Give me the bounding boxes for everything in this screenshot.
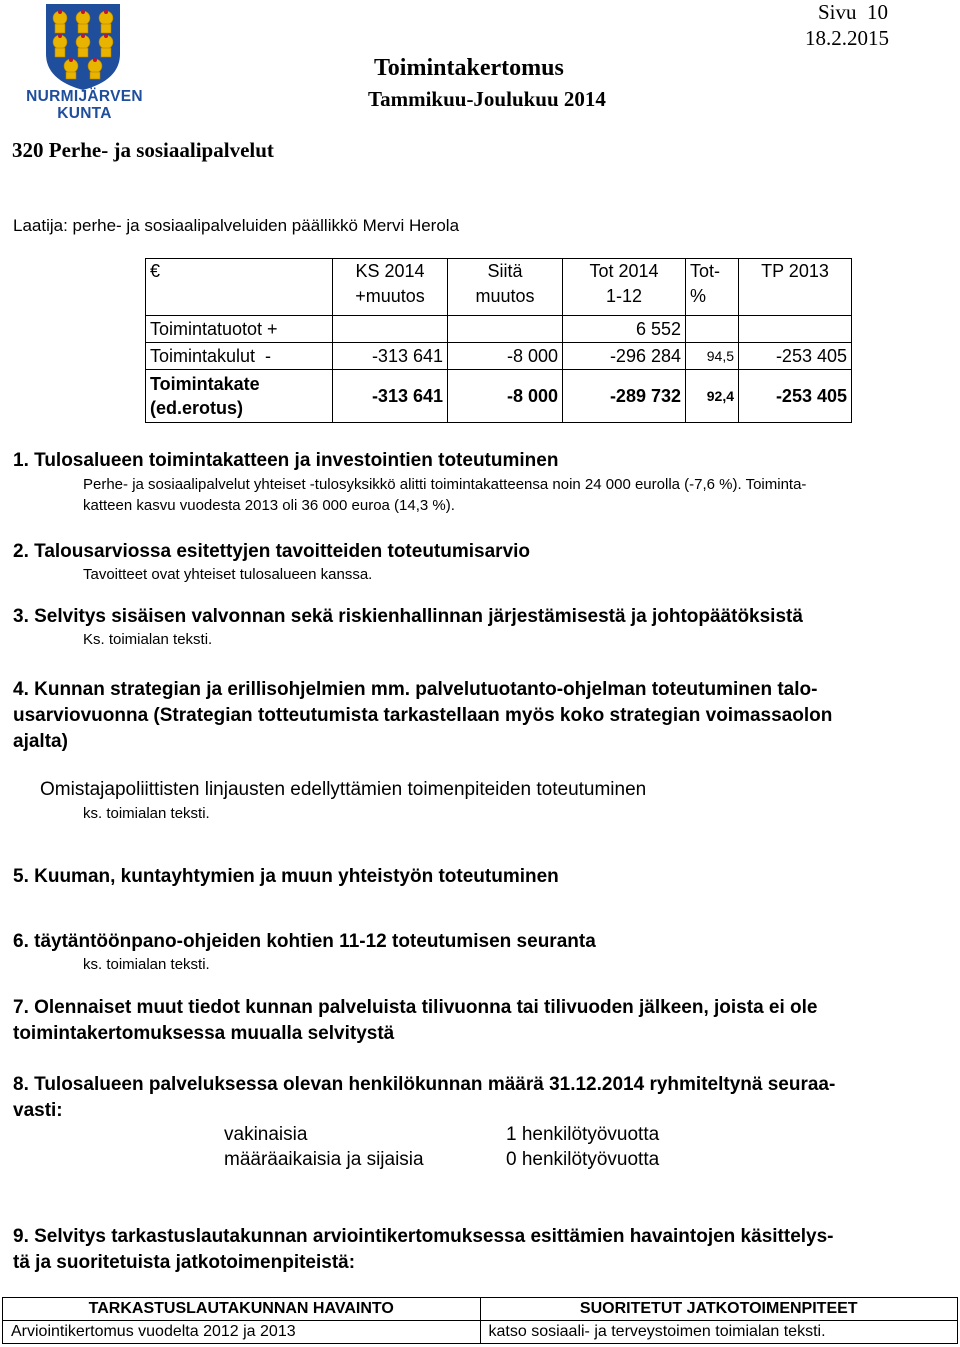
section-6-text: ks. toimialan teksti. <box>83 956 210 973</box>
logo-text-line2: KUNTA <box>57 105 112 122</box>
section-5-heading: 5. Kuuman, kuntayhtymien ja muun yhteistyön toteutuminen <box>13 866 559 887</box>
header-tp: TP 2013 <box>739 259 852 316</box>
section-7-heading-2: toimintakertomuksessa muualla selvitystä <box>13 1023 395 1044</box>
financial-table <box>145 258 852 423</box>
currency-cell <box>146 259 333 316</box>
section-8-heading-1: 8. Tulosalueen palveluksessa olevan henkilökunnan määrä 31.12.2014 ryhmiteltynä seuraa- <box>13 1074 836 1095</box>
table-header-row <box>3 1298 958 1321</box>
table-row <box>3 1321 958 1344</box>
header-siita: Siitä muutos <box>448 259 563 316</box>
staff-type-temporary: määräaikaisia ja sijaisia <box>224 1149 424 1170</box>
table-row: Toimintatuotot + 6 552 <box>146 316 852 343</box>
section-2-heading: 2. Talousarviossa esitettyjen tavoitteiden toteutumisarvio <box>13 541 531 562</box>
section-8-heading-2: vasti: <box>13 1100 63 1121</box>
table-header-row <box>146 259 852 316</box>
section-9-heading-2: tä ja suoritetuista jatkotoimenpiteistä: <box>13 1252 356 1273</box>
section-1-text-2: katteen kasvu vuodesta 2013 oli 36 000 euroa (14,3 %). <box>83 497 455 514</box>
author-line: Laatija: perhe- ja sosiaalipalveluiden päällikkö Mervi Herola <box>13 216 460 235</box>
document-date: 18.2.2015 <box>805 26 889 50</box>
cell-finding: Arviointikertomus vuodelta 2012 ja 2013 <box>3 1321 481 1344</box>
section-6-heading: 6. täytäntöönpano-ohjeiden kohtien 11-12 toteutumisen seuranta <box>13 931 596 952</box>
section-1-text-1: Perhe- ja sosiaalipalvelut yhteiset -tulosyksikkö alitti toimintakatteensa noin 24 000 eurolla (-7,6 %). Toiminta- <box>83 476 807 493</box>
reporting-period: Tammikuu-Joulukuu 2014 <box>368 87 606 111</box>
section-1-heading: 1. Tulosalueen toimintakatteen ja investointien toteutuminen <box>13 450 559 471</box>
staff-count-permanent: 1 henkilötyövuotta <box>506 1124 660 1145</box>
col-header-finding: TARKASTUSLAUTAKUNNAN HAVAINTO <box>3 1298 481 1321</box>
section-9-heading-1: 9. Selvitys tarkastuslautakunnan arviointikertomuksessa esittämien havaintojen käsittelys- <box>13 1226 834 1247</box>
header-tot: Tot 2014 1-12 <box>563 259 686 316</box>
staff-type-permanent: vakinaisia <box>224 1124 308 1145</box>
section-4-text: ks. toimialan teksti. <box>83 805 210 822</box>
table-row: Toimintakate (ed.erotus) -313 641 -8 000 -289 732 92,4 -253 405 <box>146 370 852 423</box>
section-2-text: Tavoitteet ovat yhteiset tulosalueen kanssa. <box>83 566 373 583</box>
section-3-text: Ks. toimialan teksti. <box>83 631 213 648</box>
audit-findings-table <box>2 1297 958 1344</box>
col-header-actions: SUORITETUT JATKOTOIMENPITEET <box>480 1298 958 1321</box>
page-number: Sivu 10 <box>818 0 889 24</box>
unit-title: 320 Perhe- ja sosiaalipalvelut <box>12 138 274 162</box>
section-4-subheading: Omistajapoliittisten linjausten edellyttämien toimenpiteiden toteutuminen <box>40 779 647 800</box>
table-row: Toimintakulut - -313 641 -8 000 -296 284 94,5 -253 405 <box>146 343 852 370</box>
coat-of-arms-icon <box>44 2 122 92</box>
header-ks: KS 2014 +muutos <box>333 259 448 316</box>
staff-count-temporary: 0 henkilötyövuotta <box>506 1149 660 1170</box>
cell-actions: katso sosiaali- ja terveystoimen toimialan teksti. <box>480 1321 958 1344</box>
section-4-heading-2: usarviovuonna (Strategian totteutumista tarkastellaan myös koko strategian voimassaolon <box>13 705 833 726</box>
section-3-heading: 3. Selvitys sisäisen valvonnan sekä riskienhallinnan järjestämisestä ja johtopäätöksistä <box>13 606 803 627</box>
header-pct: Tot- % <box>686 259 739 316</box>
document-title: Toimintakertomus <box>374 55 564 81</box>
logo-text-line1: NURMIJÄRVEN <box>26 88 143 105</box>
municipality-logo <box>22 0 147 135</box>
euro-symbol: € <box>150 261 161 281</box>
section-4-heading-3: ajalta) <box>13 731 68 752</box>
section-4-heading-1: 4. Kunnan strategian ja erillisohjelmien mm. palvelutuotanto-ohjelman toteutuminen talo- <box>13 679 818 700</box>
section-7-heading-1: 7. Olennaiset muut tiedot kunnan palveluista tilivuonna tai tilivuoden jälkeen, joista ei ole <box>13 997 818 1018</box>
